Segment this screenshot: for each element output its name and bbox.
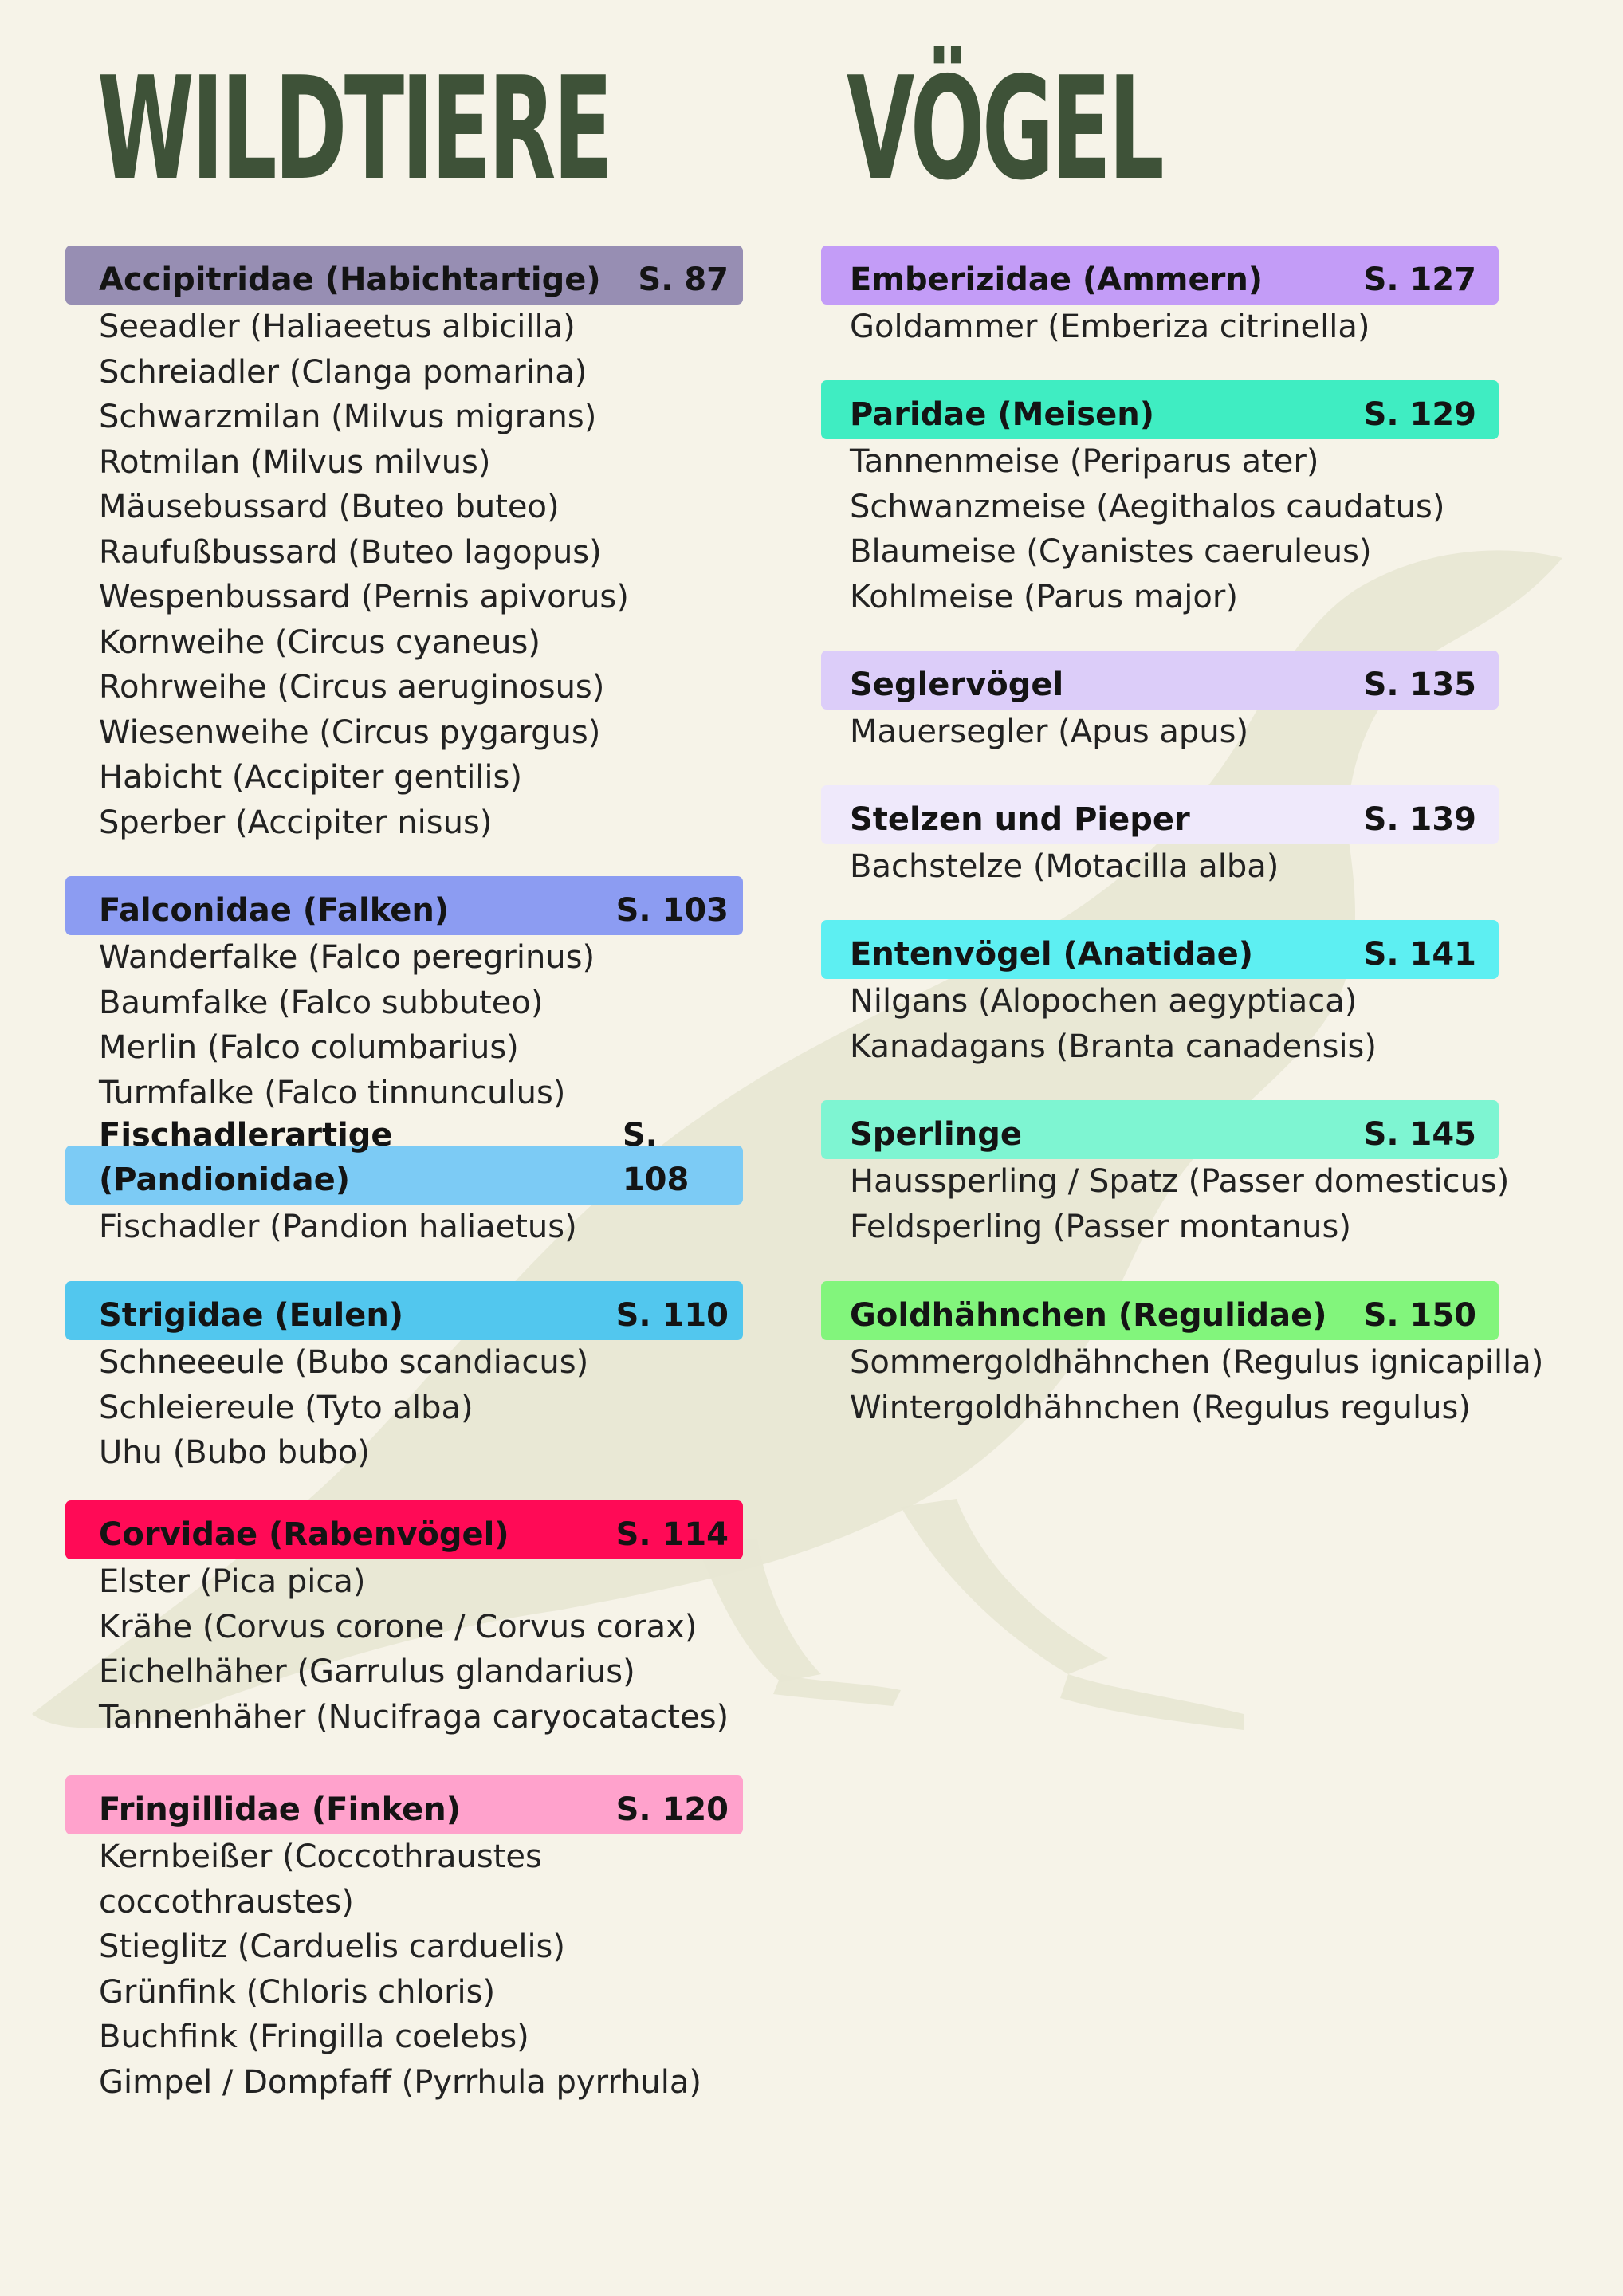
list-item: Eichelhäher (Garrulus glandarius) [99, 1653, 635, 1690]
section-name: Emberizidae (Ammern) [850, 261, 1263, 298]
list-item: Wiesenweihe (Circus pygargus) [99, 714, 601, 751]
voegel-title: VÖGEL [847, 46, 1161, 211]
species-list [65, 1340, 743, 1476]
list-item: Schneeeule (Bubo scandiacus) [99, 1344, 589, 1381]
species-list [65, 1205, 743, 1250]
section-name: Corvidae (Rabenvögel) [99, 1516, 509, 1553]
list-item: Merlin (Falco columbarius) [99, 1029, 519, 1066]
section-header-bar[interactable] [821, 651, 1499, 710]
list-item: Bachstelze (Motacilla alba) [850, 848, 1279, 885]
section-page: S. 145 [1363, 1116, 1476, 1153]
list-item: Stieglitz (Carduelis carduelis) [99, 1928, 565, 1965]
list-item: Goldammer (Emberiza citrinella) [850, 309, 1370, 345]
section-stelzen-und-pieper [821, 785, 1499, 890]
section-falconidae [65, 876, 743, 1115]
section-page: S. 108 [622, 1117, 690, 1198]
list-item: Kohlmeise (Parus major) [850, 578, 1238, 615]
section-page: S. 150 [1363, 1297, 1476, 1334]
section-goldhaehnchen [821, 1281, 1544, 1430]
section-seglervoegel [821, 651, 1499, 755]
section-paridae [821, 380, 1499, 619]
species-list [65, 1559, 743, 1740]
section-page: S. 114 [615, 1516, 729, 1553]
list-item: Mauersegler (Apus apus) [850, 714, 1249, 750]
section-name: Entenvögel (Anatidae) [850, 936, 1254, 973]
species-list [821, 1159, 1510, 1249]
list-item: Schwanzmeise (Aegithalos caudatus) [850, 488, 1445, 525]
section-accipitridae [65, 246, 743, 845]
section-header-bar[interactable] [821, 380, 1499, 439]
section-page: S. 129 [1363, 396, 1476, 433]
section-header-bar[interactable] [65, 1117, 743, 1205]
list-item: Wintergoldhähnchen (Regulus regulus) [850, 1389, 1471, 1426]
section-pandionidae [65, 1117, 743, 1250]
section-name: Falconidae (Falken) [99, 892, 450, 929]
section-header-bar[interactable] [65, 1775, 743, 1834]
list-item: Schleiereule (Tyto alba) [99, 1389, 474, 1426]
section-page: S. 120 [615, 1791, 729, 1828]
species-list [65, 1834, 743, 2105]
section-page: S. 135 [1363, 666, 1476, 703]
list-item: Rotmilan (Milvus milvus) [99, 443, 491, 481]
section-header-bar[interactable] [821, 1281, 1499, 1340]
section-emberizidae [821, 246, 1499, 350]
section-corvidae [65, 1500, 743, 1740]
list-item: Nilgans (Alopochen aegyptiaca) [850, 983, 1358, 1020]
list-item: Kernbeißer (Coccothraustes coccothraustes) [99, 1838, 542, 1921]
list-item: Uhu (Bubo bubo) [99, 1434, 370, 1471]
list-item: Schwarzmilan (Milvus migrans) [99, 399, 597, 435]
section-name: Accipitridae (Habichtartige) [99, 261, 601, 298]
section-sperlinge [821, 1100, 1510, 1249]
list-item: Grünfink (Chloris chloris) [99, 1973, 496, 2011]
wildtiere-title: WILDTIERE [97, 46, 611, 211]
section-header-bar[interactable] [821, 1100, 1499, 1159]
list-item: Sperber (Accipiter nisus) [99, 804, 493, 841]
section-entenvoegel [821, 920, 1499, 1069]
section-page: S. 87 [638, 261, 729, 298]
list-item: Blaumeise (Cyanistes caeruleus) [850, 533, 1372, 570]
list-item: Gimpel / Dompfaff (Pyrrhula pyrrhula) [99, 2063, 701, 2101]
list-item: Seeadler (Haliaeetus albicilla) [99, 309, 576, 345]
list-item: Krähe (Corvus corone / Corvus corax) [99, 1608, 698, 1645]
section-strigidae [65, 1281, 743, 1476]
list-item: Schreiadler (Clanga pomarina) [99, 353, 588, 391]
list-item: Wanderfalke (Falco peregrinus) [99, 939, 595, 976]
species-list [821, 979, 1499, 1069]
species-list [65, 935, 743, 1115]
section-name: Fringillidae (Finken) [99, 1791, 462, 1828]
species-list [821, 439, 1499, 619]
section-page: S. 103 [615, 892, 729, 929]
section-header-bar[interactable] [65, 1281, 743, 1340]
section-name: Strigidae (Eulen) [99, 1297, 404, 1334]
species-list [65, 305, 743, 845]
section-header-bar[interactable] [821, 920, 1499, 979]
list-item: Feldsperling (Passer montanus) [850, 1208, 1351, 1245]
list-item: Haussperling / Spatz (Passer domesticus) [850, 1163, 1510, 1200]
list-item: Rohrweihe (Circus aeruginosus) [99, 669, 605, 706]
species-list [821, 710, 1499, 755]
list-item: Elster (Pica pica) [99, 1563, 366, 1600]
section-name: Stelzen und Pieper [850, 801, 1190, 838]
section-page: S. 139 [1363, 801, 1476, 838]
section-fringillidae [65, 1775, 743, 2105]
section-header-bar[interactable] [65, 246, 743, 305]
species-list [821, 1340, 1544, 1430]
list-item: Buchfink (Fringilla coelebs) [99, 2019, 529, 2055]
list-item: Tannenhäher (Nucifraga caryocatactes) [99, 1698, 729, 1736]
section-name: Sperlinge [850, 1116, 1022, 1153]
list-item: Tannenmeise (Periparus ater) [850, 443, 1319, 480]
section-name: Paridae (Meisen) [850, 396, 1154, 433]
section-page: S. 110 [615, 1297, 729, 1334]
list-item: Habicht (Accipiter gentilis) [99, 759, 522, 796]
list-item: Raufußbussard (Buteo lagopus) [99, 533, 602, 571]
list-item: Mäusebussard (Buteo buteo) [99, 489, 560, 525]
species-list [821, 844, 1499, 890]
species-list [821, 305, 1499, 350]
section-name: Seglervögel [850, 666, 1064, 703]
section-page: S. 141 [1363, 936, 1476, 973]
list-item: Sommergoldhähnchen (Regulus ignicapilla) [850, 1344, 1544, 1381]
section-header-bar[interactable] [65, 876, 743, 935]
section-page: S. 127 [1363, 261, 1476, 298]
list-item: Kornweihe (Circus cyaneus) [99, 623, 540, 661]
section-header-bar[interactable] [821, 246, 1499, 305]
section-header-bar[interactable] [821, 785, 1499, 844]
list-item: Kanadagans (Branta canadensis) [850, 1028, 1377, 1065]
list-item: Wespenbussard (Pernis apivorus) [99, 579, 629, 615]
list-item: Baumfalke (Falco subbuteo) [99, 984, 544, 1021]
list-item: Turmfalke (Falco tinnunculus) [99, 1074, 566, 1111]
list-item: Fischadler (Pandion haliaetus) [99, 1209, 577, 1245]
section-header-bar[interactable] [65, 1500, 743, 1559]
section-name: Goldhähnchen (Regulidae) [850, 1297, 1327, 1334]
section-name: Fischadlerartige (Pandionidae) [99, 1117, 393, 1198]
